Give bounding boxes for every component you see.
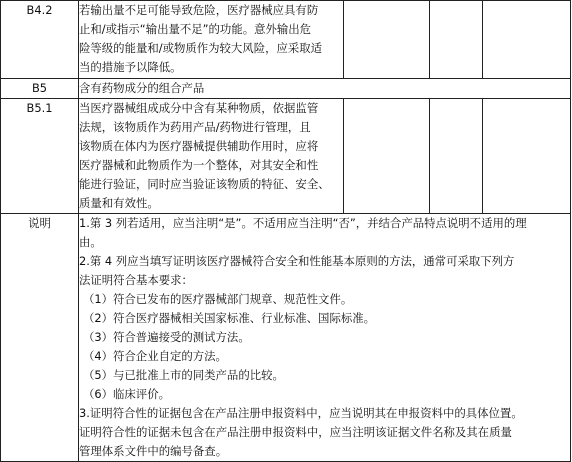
notes-content: 1.第 3 列若适用，应当注明“是”。不适用应当注明“否”，并结合产品特点说明不适用的理 由。 2.第 4 列应当填写证明该医疗器械符合安全和性能基本原则的方法，通常可采取下列方 法证明符合基本要求： （1）符合已发布的医疗器械部门规章、规范性文件。 （2）符合医疗器械相关国家标准、行业标准、国际标准。 （3）符合普遍接受的测试方法。 （4）符合企业自定的方法。 （5）与已批准上市的同类产品的比较。 （6）临床评价。 3.证明符合性的证据包含在产品注册申报资料中，应当说明其在申报资料中的具体位置。 证明符合性的证据未包含在产品注册申报资料中，应当注明该证据文件名称及其在质量 管理体系文件中的编号备查。: [79, 214, 571, 462]
notes-label: 说明: [1, 214, 79, 462]
method-cell: [430, 1, 483, 79]
note-list-item: （1）符合已发布的医疗器械部门规章、规范性文件。: [83, 292, 353, 306]
table-row-b5-1: [1, 99, 571, 214]
table-row-notes: [1, 214, 571, 462]
row-code: B5: [1, 79, 79, 99]
note-list-item: （6）临床评价。: [83, 387, 170, 401]
table-row-b5: [1, 79, 571, 99]
row-requirement-text: 当医疗器械组成成分中含有某种物质，依据监管 法规，该物质作为药用产品/药物进行管理，且 该物质在体内为医疗器械提供辅助作用时，应将 医疗器械和此物质作为一个整体，对其安全和性 能进行验证，同时应当验证该物质的特征、安全、 质量和有效性。: [79, 99, 344, 214]
note-list-item: （2）符合医疗器械相关国家标准、行业标准、国际标准。: [83, 311, 376, 325]
row-code: B4.2: [1, 1, 79, 79]
evidence-cell: [483, 99, 571, 214]
method-cell: [430, 99, 483, 214]
table-row-b4-2: [1, 1, 571, 79]
note-list-item: （3）符合普遍接受的测试方法。: [83, 330, 250, 344]
row-requirement-text: 若输出量不足可能导致危险，医疗器械应具有防 止和/或指示“输出量不足”的功能。意外输出危 险等级的能量和/或物质作为较大风险，应采取适 当的措施予以降低。: [79, 1, 344, 79]
note-list-item: （5）与已批准上市的同类产品的比较。: [83, 368, 284, 382]
row-code: B5.1: [1, 99, 79, 214]
row-section-title: 含有药物成分的组合产品: [79, 79, 571, 99]
note-list-item: （4）符合企业自定的方法。: [83, 349, 227, 363]
applicability-cell: [344, 1, 430, 79]
evidence-cell: [483, 1, 571, 79]
applicability-cell: [344, 99, 430, 214]
